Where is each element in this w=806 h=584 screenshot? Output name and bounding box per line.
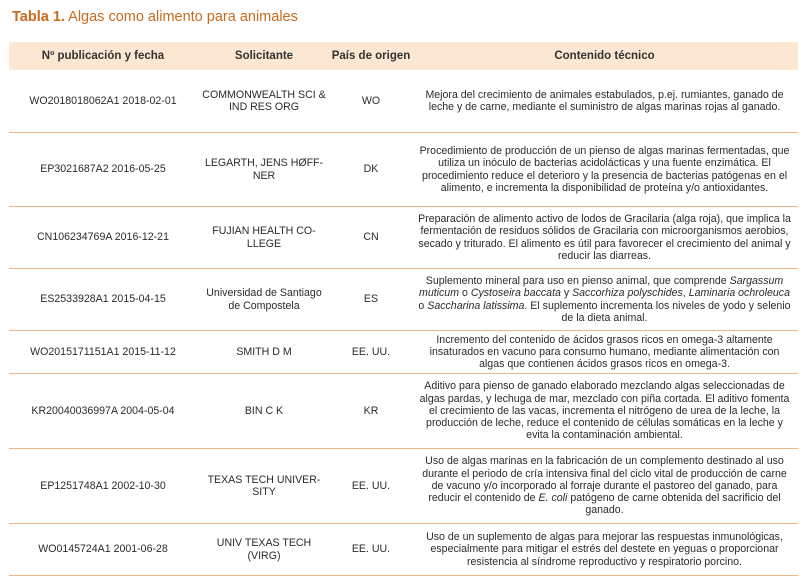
country-cell: ES: [331, 269, 411, 331]
table-row: [9, 133, 798, 207]
country-cell: EE. UU.: [331, 331, 411, 374]
species-name: Saccharina latissima: [427, 299, 525, 312]
content-cell: Mejora del crecimiento de animales estabulados, p.ej. rumiantes, ganado de leche y de carne, mediante el suministro de algas marinas rojas al ganado.: [425, 88, 784, 113]
publication-cell: EP3021687A2 2016-05-25: [9, 133, 197, 207]
content-text: o: [459, 287, 471, 300]
content-cell: [411, 449, 798, 524]
country-cell: WO: [361, 94, 381, 107]
publication-cell: WO2015171151A1 2015-11-12: [9, 331, 197, 374]
header-publication: Nº publicación y fecha: [9, 42, 197, 70]
table-row: [9, 524, 798, 576]
applicant-cell: TEXAS TECH UNIVER-SITY: [197, 449, 331, 524]
table-title-text: Algas como alimento para animales: [64, 9, 298, 25]
species-name: E. coli: [538, 492, 568, 505]
species-name: Cystoseira baccata: [470, 287, 561, 300]
content-cell: Preparación de alimento activo de lodos de Gracilaria (alga roja), que implica la fermentación de residuos sólidos de Gracilaria con microorganismos aerobios, secado y triturado. El alimento es útil para favorecer el crecimiento del animal y reducir las diarreas.: [411, 207, 798, 269]
content-cell: Uso de un suplemento de algas para mejorar las respuestas inmunológicas, especialmente para mitigar el estrés del destete en yeguas o proporcionar resistencia al síndrome reproductivo y respiratorio porcino.: [411, 524, 798, 576]
content-text: Suplemento mineral para uso en pienso animal, que comprende: [425, 275, 730, 288]
publication-cell: KR20040036997A 2004-05-04: [9, 374, 197, 449]
table-title-number: Tabla 1.: [12, 9, 65, 25]
table-row: [9, 207, 798, 269]
applicant-cell: FUJIAN HEALTH CO-LLEGE: [197, 207, 331, 269]
header-applicant: Solicitante: [197, 42, 331, 70]
species-name: Saccorhiza polyschides: [572, 287, 683, 300]
content-cell: Aditivo para pienso de ganado elaborado mezclando algas seleccionadas de algas pardas, y lechuga de mar, mezclado con piña cortada. El aditivo fomenta el crecimiento de las vacas, incrementa el nitrógeno de urea de la leche, la producción de leche, reduce el contenido de células somáticas en la leche y evita la contaminación ambiental.: [411, 374, 798, 449]
content-text: . El suplemento incrementa los niveles de yodo y selenio de la dieta animal.: [524, 299, 791, 324]
content-text: ,: [682, 287, 689, 300]
country-cell: KR: [331, 374, 411, 449]
publication-cell: CN106234769A 2016-12-21: [9, 207, 197, 269]
header-row: [9, 42, 798, 70]
content-cell: Procedimiento de producción de un pienso de algas marinas fermentadas, que utiliza un inóculo de bacterias acidolácticas y una fuente enzimática. El procedimiento reduce el deterioro y la presencia de bacterias patógenas en el alimento, e incrementa la disponibilidad de proteína y/o antioxidantes.: [411, 133, 798, 207]
table-row: [9, 449, 798, 524]
content-text: patógeno de carne obtenida del sacrificio del ganado.: [567, 492, 781, 517]
applicant-cell: COMMONWEALTH SCI & IND RES ORG: [202, 88, 326, 113]
publication-cell: ES2533928A1 2015-04-15: [9, 269, 197, 331]
applicant-cell: SMITH D M: [197, 331, 331, 374]
table-row: [9, 70, 798, 133]
country-cell: EE. UU.: [331, 524, 411, 576]
species-name: Laminaria ochroleuca: [688, 287, 790, 300]
content-text: Uso de algas marinas en la fabricación de un complemento destinado al uso durante el periodo de cría intensiva final del ciclo vital de producción de carne de vacuno y/o incorporado al forraje durante el pastoreo del ganado, para reducir el contenido de: [422, 455, 787, 505]
header-country: País de origen: [331, 42, 411, 70]
table-row: [9, 331, 798, 374]
content-text: y: [560, 287, 573, 300]
country-cell: EE. UU.: [331, 449, 411, 524]
applicant-cell: UNIV TEXAS TECH (VIRG): [197, 524, 331, 576]
applicant-cell: LEGARTH, JENS HØFF-NER: [197, 133, 331, 207]
country-cell: DK: [331, 133, 411, 207]
publication-cell: EP1251748A1 2002-10-30: [9, 449, 197, 524]
content-cell: Incremento del contenido de ácidos grasos ricos en omega-3 altamente insaturados en vacuno para consumo humano, mediante alimentación con algas que contienen ácidos grasos ricos en omega-3.: [411, 331, 798, 374]
country-cell: CN: [331, 207, 411, 269]
content-text: o: [418, 299, 428, 312]
table-row: [9, 374, 798, 449]
species-name: Sargassum muticum: [419, 275, 784, 300]
publication-cell: WO2018018062A1 2018-02-01: [29, 94, 177, 107]
header-content: Contenido técnico: [411, 42, 798, 70]
applicant-cell: Universidad de Santiago de Compostela: [197, 269, 331, 331]
table-title: [12, 9, 298, 25]
table-row: [9, 269, 798, 331]
content-cell: [411, 269, 798, 331]
applicant-cell: BIN C K: [197, 374, 331, 449]
publication-cell: WO0145724A1 2001-06-28: [9, 524, 197, 576]
algae-feed-table: [9, 42, 798, 576]
